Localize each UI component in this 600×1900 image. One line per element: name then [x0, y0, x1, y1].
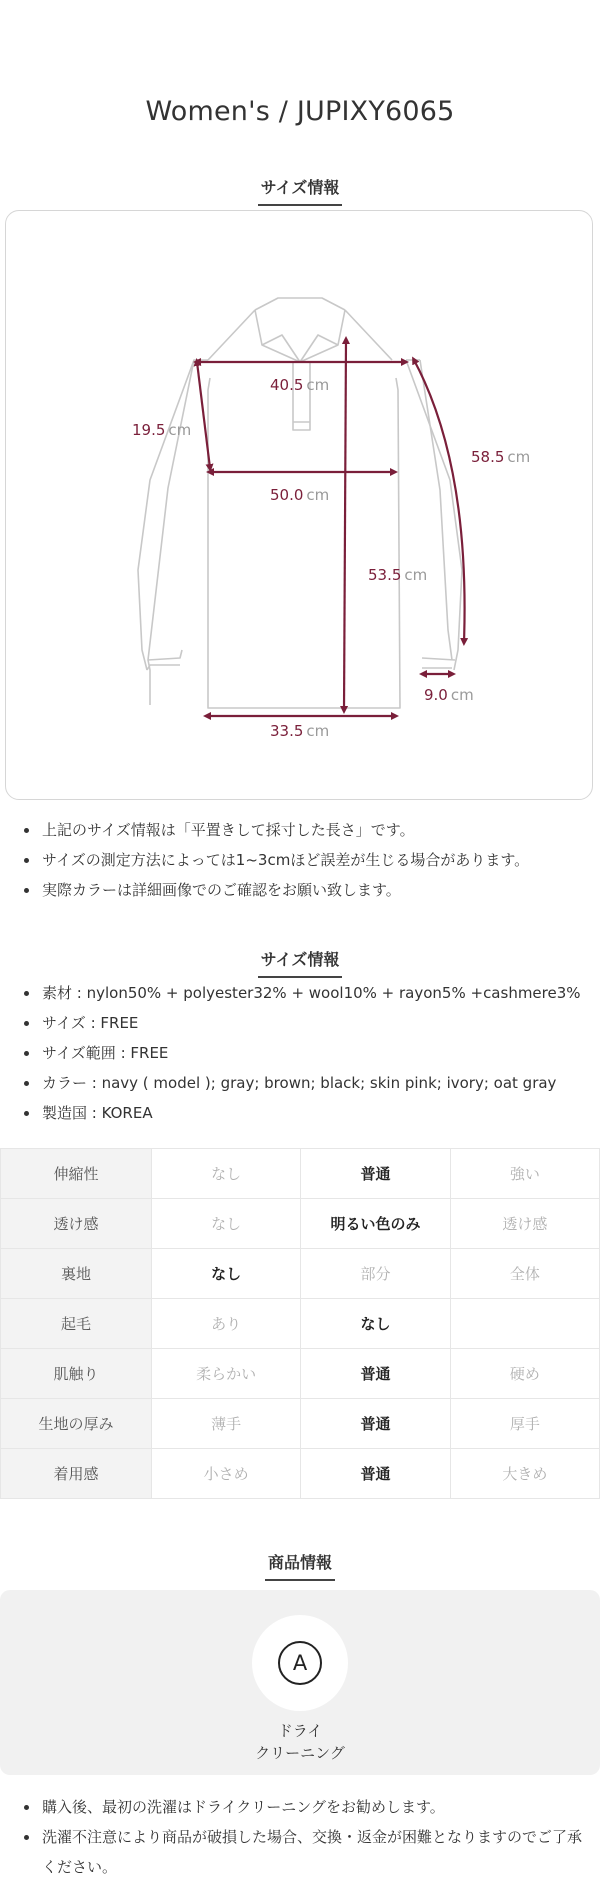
product-specs-heading: サイズ情報	[0, 947, 600, 978]
attribute-option: 大きめ	[450, 1449, 599, 1499]
chest-label: 50.0 cm	[270, 486, 330, 504]
list-item: サイズ範囲 : FREE	[22, 1038, 592, 1068]
list-item: サイズ : FREE	[22, 1008, 592, 1038]
list-item: 実際カラーは詳細画像でのご確認をお願い致します。	[22, 875, 592, 905]
attribute-option: 小さめ	[152, 1449, 301, 1499]
table-row	[1, 1349, 600, 1399]
attribute-option: 普通	[301, 1349, 450, 1399]
attribute-option: 普通	[301, 1149, 450, 1199]
attribute-label: 着用感	[1, 1449, 152, 1499]
table-row	[1, 1149, 600, 1199]
size-info-heading: サイズ情報	[0, 175, 600, 206]
attribute-option: 薄手	[152, 1399, 301, 1449]
list-item: 製造国 : KOREA	[22, 1098, 592, 1128]
attribute-label: 生地の厚み	[1, 1399, 152, 1449]
care-notes-list	[22, 1792, 592, 1882]
size-notes-list	[22, 815, 592, 905]
attribute-option	[450, 1299, 599, 1349]
attribute-option: 普通	[301, 1399, 450, 1449]
sleeve-length-label: 58.5 cm	[471, 448, 531, 466]
fabric-attributes-table	[0, 1148, 600, 1499]
attribute-option: 明るい色のみ	[301, 1199, 450, 1249]
care-label: ドライ クリーニング	[255, 1722, 345, 1762]
attribute-option: 強い	[450, 1149, 599, 1199]
product-info-heading: 商品情報	[0, 1550, 600, 1581]
hem-label: 33.5 cm	[270, 722, 330, 740]
table-row	[1, 1199, 600, 1249]
attribute-label: 肌触り	[1, 1349, 152, 1399]
page-title: Women's / JUPIXY6065	[145, 96, 455, 127]
total-length-line	[344, 340, 346, 710]
dry-clean-icon: A	[278, 1641, 322, 1685]
attribute-label: 伸縮性	[1, 1149, 152, 1199]
shoulder-label: 40.5 cm	[270, 376, 330, 394]
attribute-label: 透け感	[1, 1199, 152, 1249]
table-row	[1, 1399, 600, 1449]
list-item: サイズの測定方法によっては1~3cmほど誤差が生じる場合があります。	[22, 845, 592, 875]
sleeve-top-label: 19.5 cm	[132, 421, 192, 439]
product-specs-list	[22, 978, 592, 1128]
size-diagram	[0, 210, 600, 800]
cuff-label: 9.0 cm	[424, 686, 474, 704]
attribute-option: なし	[152, 1249, 301, 1299]
list-item: カラー : navy ( model ); gray; brown; black; skin pink; ivory; oat gray	[22, 1068, 592, 1098]
table-row	[1, 1249, 600, 1299]
attribute-option: 普通	[301, 1449, 450, 1499]
attribute-option: 透け感	[450, 1199, 599, 1249]
total-length-label: 53.5 cm	[368, 566, 428, 584]
attribute-option: 部分	[301, 1249, 450, 1299]
attribute-option: 硬め	[450, 1349, 599, 1399]
attribute-option: なし	[152, 1199, 301, 1249]
list-item: 洗濯不注意により商品が破損した場合、交換・返金が困難となりますのでご了承ください。	[22, 1822, 592, 1882]
care-instructions-panel	[0, 1590, 600, 1775]
list-item: 購入後、最初の洗濯はドライクリーニングをお勧めします。	[22, 1792, 592, 1822]
list-item: 素材 : nylon50% + polyester32% + wool10% + rayon5% +cashmere3%	[22, 978, 592, 1008]
attribute-option: なし	[152, 1149, 301, 1199]
care-icon-circle	[252, 1615, 348, 1711]
measurement-lines	[197, 340, 465, 716]
attribute-option: なし	[301, 1299, 450, 1349]
attribute-label: 起毛	[1, 1299, 152, 1349]
attribute-option: あり	[152, 1299, 301, 1349]
table-row	[1, 1449, 600, 1499]
list-item: 上記のサイズ情報は「平置きして採寸した長さ」です。	[22, 815, 592, 845]
table-row	[1, 1299, 600, 1349]
attribute-option: 厚手	[450, 1399, 599, 1449]
attribute-option: 柔らかい	[152, 1349, 301, 1399]
attribute-option: 全体	[450, 1249, 599, 1299]
attribute-label: 裏地	[1, 1249, 152, 1299]
